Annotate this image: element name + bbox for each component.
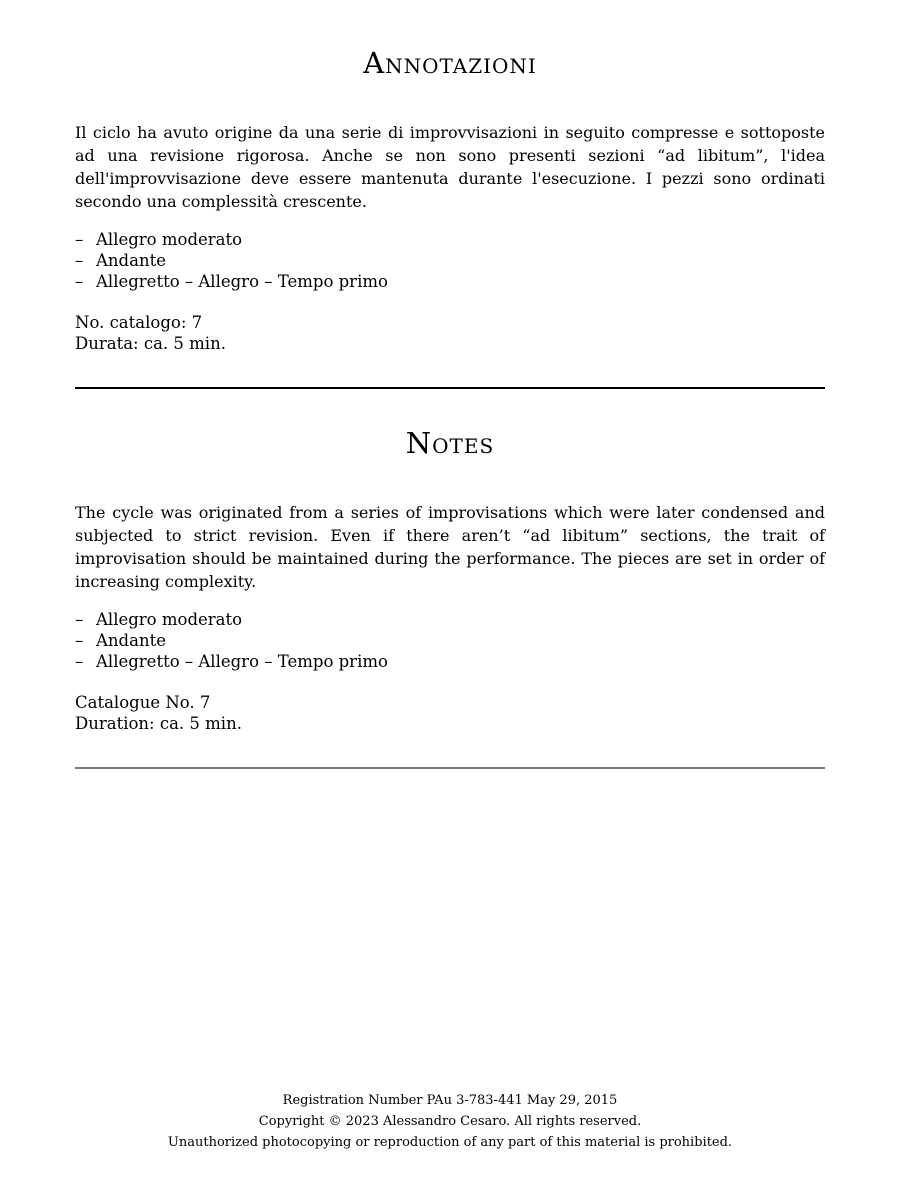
notes-meta — [75, 692, 825, 734]
duration-line: Durata: ca. 5 min. — [75, 334, 226, 353]
page-footer — [0, 1090, 900, 1153]
tempo-list-item — [75, 609, 825, 630]
notes-tempo-list — [75, 609, 825, 672]
annotazioni-title: Annotazioni — [363, 46, 537, 80]
tempo-list-item — [75, 229, 825, 250]
en-dash-bullet: – — [75, 631, 84, 650]
notes-title: Notes — [405, 426, 495, 460]
tempo-label: Andante — [96, 251, 166, 270]
tempo-list-item — [75, 630, 825, 651]
en-dash-bullet: – — [75, 230, 84, 249]
notes-paragraph: The cycle was originated from a series of improvisations which were later condensed and subjected to strict revision. Even if there aren’t “ad libitum” sections, the trait of improvisation should be maintained during the performance. The pieces are set in order of increasing complexity. — [75, 503, 825, 591]
en-dash-bullet: – — [75, 272, 84, 291]
tempo-list-item — [75, 271, 825, 292]
en-dash-bullet: – — [75, 251, 84, 270]
section-divider-rule-1 — [75, 387, 825, 389]
tempo-label: Allegretto – Allegro – Tempo primo — [96, 272, 388, 291]
prohibition-notice-line: Unauthorized photocopying or reproduction of any part of this material is prohibited. — [167, 1135, 733, 1150]
annotazioni-meta — [75, 312, 825, 354]
tempo-list-item — [75, 250, 825, 271]
section-divider-rule-2 — [75, 767, 825, 769]
duration-line: Duration: ca. 5 min. — [75, 714, 242, 733]
tempo-label: Andante — [96, 631, 166, 650]
copyright-line: Copyright © 2023 Alessandro Cesaro. All rights reserved. — [258, 1114, 642, 1129]
annotazioni-paragraph: Il ciclo ha avuto origine da una serie di improvvisazioni in seguito compresse e sottoposte ad una revisione rigorosa. Anche se non sono presenti sezioni “ad libitum”, l'idea dell'improvvisazione deve essere mantenuta durante l'esecuzione. I pezzi sono ordinati secondo una complessità crescente. — [75, 123, 825, 211]
tempo-label: Allegretto – Allegro – Tempo primo — [96, 652, 388, 671]
catalog-number-line: Catalogue No. 7 — [75, 693, 211, 712]
tempo-list-item — [75, 651, 825, 672]
registration-line: Registration Number PAu 3-783-441 May 29, 2015 — [282, 1093, 618, 1108]
annotazioni-tempo-list — [75, 229, 825, 292]
tempo-label: Allegro moderato — [96, 230, 243, 249]
tempo-label: Allegro moderato — [96, 610, 243, 629]
notes-section — [75, 426, 825, 734]
en-dash-bullet: – — [75, 610, 84, 629]
en-dash-bullet: – — [75, 652, 84, 671]
catalog-number-line: No. catalogo: 7 — [75, 313, 203, 332]
annotazioni-section — [75, 0, 825, 354]
